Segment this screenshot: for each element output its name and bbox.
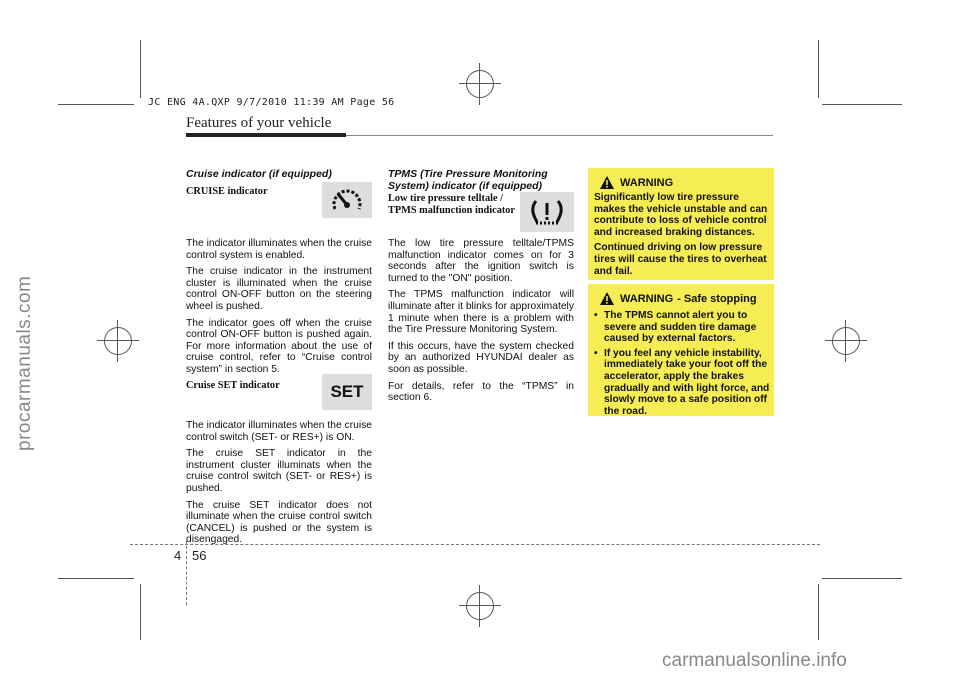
paragraph: The TPMS malfunction indicator will illuminate after it blinks for approximately 1 minute when there is a problem with the Tire Pressure Monitoring System. <box>388 289 574 336</box>
cruise-heading: Cruise indicator (if equipped) <box>186 168 332 180</box>
paragraph: The low tire pressure telltale/TPMS malfunction indicator comes on for 3 seconds after the ignition switch is turned to the "ON" position. <box>388 238 574 284</box>
paragraph: The cruise SET indicator in the instrument cluster illuminats when the cruise control switch (SET- or RES+) is pushed. <box>186 448 372 494</box>
warning-list <box>592 310 770 417</box>
paragraph: Continued driving on low pressure tires will cause the tires to overheat and fail. <box>594 242 767 277</box>
header-bar <box>186 133 346 137</box>
speedometer-icon <box>329 185 365 215</box>
cruise-indicator-icon-box <box>322 182 372 218</box>
print-slug: JC ENG 4A.QXP 9/7/2010 11:39 AM Page 56 <box>148 97 395 108</box>
paragraph: The indicator illuminates when the cruise control switch (SET- or RES+) is ON. <box>186 420 373 443</box>
set-indicator-icon <box>322 374 372 410</box>
tpms-text <box>388 238 574 409</box>
paragraph: The indicator goes off when the cruise control ON-OFF button is pushed again. For more information about the use of cruise control, refer to “Cruise control system” in section 5. <box>186 317 372 375</box>
watermark-left: procarmanuals.com <box>14 275 35 451</box>
cruise-set-label: Cruise SET indicator <box>186 380 280 391</box>
cruise-text-1 <box>186 238 372 381</box>
tpms-indicator-icon-box <box>520 192 574 232</box>
warning-title <box>600 176 673 189</box>
paragraph: If this occurs, have the system checked by an authorized HYUNDAI dealer as soon as possible. <box>388 340 574 375</box>
crop-mark <box>58 578 134 579</box>
crop-mark <box>818 584 819 640</box>
tpms-label-line2: TPMS malfunction indicator <box>388 205 515 216</box>
crop-mark <box>822 104 902 105</box>
paragraph: The cruise indicator in the instrument cluster is illuminated when the cruise control ON-OFF button on the steering wheel is pushed. <box>186 266 372 312</box>
warning-body <box>594 192 770 281</box>
footer-separator <box>186 541 187 605</box>
cruise-indicator-label: CRUISE indicator <box>186 186 268 197</box>
crop-mark <box>58 104 134 105</box>
tpms-label-line1: Low tire pressure telltale / <box>388 193 503 204</box>
watermark-bottom: carmanualsonline.info <box>662 650 847 671</box>
warning-title-text: WARNING <box>620 292 674 305</box>
registration-mark <box>466 592 494 620</box>
warning-triangle-icon <box>600 176 614 189</box>
page-header-title: Features of your vehicle <box>186 115 332 131</box>
list-item: • The TPMS cannot alert you to severe and sudden tire damage caused by external factors. <box>592 310 770 345</box>
warning-subtitle: - Safe stopping <box>677 292 757 305</box>
registration-mark <box>466 70 494 98</box>
chapter-number: 4 <box>174 548 182 563</box>
warning-title-text: WARNING <box>620 176 674 189</box>
paragraph: The indicator illuminates when the cruise control system is enabled. <box>186 238 373 261</box>
tire-pressure-warning-icon <box>527 196 567 228</box>
registration-mark <box>104 327 132 355</box>
crop-mark <box>818 40 819 98</box>
set-icon-text: SET <box>330 382 364 401</box>
crop-mark <box>822 578 902 579</box>
list-item: • If you feel any vehicle instability, immediately take your foot off the accelerator, apply the brakes gradually and with light force, and slowly move to a safe position off the road. <box>592 348 770 418</box>
tpms-heading-line2: System) indicator (if equipped) <box>388 180 543 192</box>
footer-rule <box>130 544 820 545</box>
warning-title <box>600 292 757 305</box>
crop-mark <box>140 40 141 98</box>
tpms-heading-line1: TPMS (Tire Pressure Monitoring <box>388 168 548 180</box>
paragraph: The cruise SET indicator does not illuminate when the cruise control switch (CANCEL) is pushed or the system is disengaged. <box>186 499 372 546</box>
registration-mark <box>832 327 860 355</box>
warning-triangle-icon <box>600 292 614 305</box>
crop-mark <box>140 584 141 640</box>
warning-body <box>592 310 770 420</box>
cruise-text-2 <box>186 420 372 551</box>
warning-box-low-pressure <box>588 168 774 280</box>
paragraph: Significantly low tire pressure makes the vehicle unstable and can contribute to loss of vehicle control and increased braking distances. <box>594 192 768 238</box>
paragraph: For details, refer to the “TPMS” in section 6. <box>388 380 574 404</box>
page-number: 56 <box>192 548 207 563</box>
warning-box-safe-stopping <box>588 284 774 416</box>
